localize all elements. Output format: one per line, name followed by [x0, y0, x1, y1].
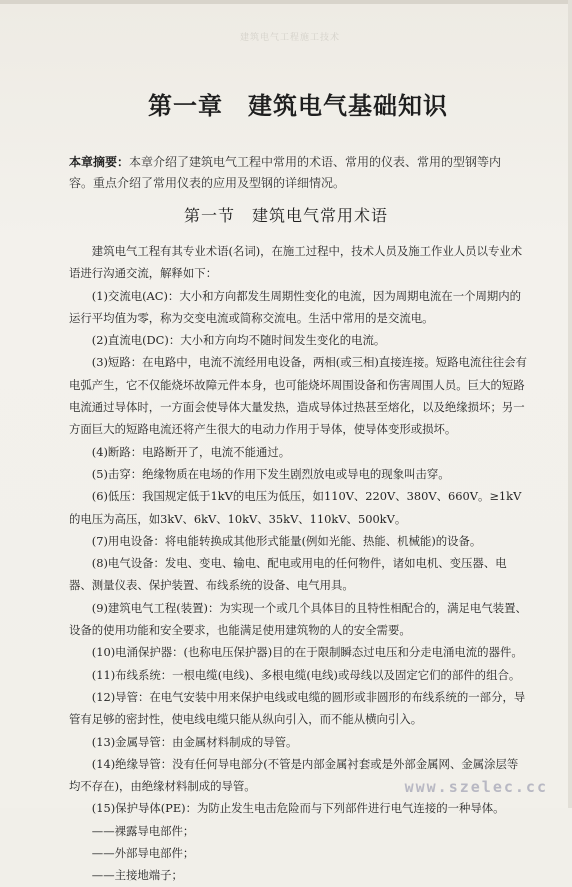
summary-text: 本章介绍了建筑电气工程中常用的术语、常用的仪表、常用的型钢等内容。重点介绍了常用仪表的应用及型钢的详细情况。: [69, 155, 502, 190]
section-title: 第一节 建筑电气常用术语: [184, 206, 389, 225]
paragraph-term-6: (6)低压：我国规定低于1kV的电压为低压，如110V、220V、380V、660V。≥1kV的电压为高压，如3kV、6kV、10kV、35kV、110kV、500kV。: [69, 489, 522, 526]
summary-label: 本章摘要：: [69, 155, 130, 169]
paragraph-term-5: (5)击穿：绝缘物质在电场的作用下发生剧烈放电或导电的现象叫击穿。: [91, 466, 450, 481]
paragraph-term-8: (8)电气设备：发电、变电、输电、配电或用电的任何物件，诸如电机、变压器、电器、测量仪表、保护装置、布线系统的设备、电气用具。: [69, 556, 507, 593]
paragraph-term-12: (12)导管：在电气安装中用来保护电线或电缆的圆形或非圆形的布线系统的一部分，导管有足够的密封性，使电线电缆只能从纵向引入，而不能从横向引入。: [69, 689, 526, 727]
site-watermark: www.szelec.cc: [404, 778, 548, 796]
paragraph-term-15: (15)保护导体(PE)：为防止发生电击危险而与下列部件进行电气连接的一种导体。: [91, 801, 505, 816]
list-item: ——裸露导电部件；: [91, 823, 195, 838]
chapter-summary: [69, 152, 525, 194]
paragraph-term-7: (7)用电设备：将电能转换成其他形式能量(例如光能、热能、机械能)的设备。: [91, 533, 482, 548]
paragraph-term-14: (14)绝缘导管：没有任何导电部分(不管是内部金属衬套或是外部金属网、金属涂层等均不存在)，由绝缘材料制成的导管。: [69, 756, 519, 794]
paragraph-term-4: (4)断路：电路断开了，电流不能通过。: [91, 444, 291, 459]
chapter-title: 第一章 建筑电气基础知识: [148, 91, 448, 120]
paragraph-term-10: (10)电涌保护器：(也称电压保护器)目的在于限制瞬态过电压和分走电涌电流的器件。: [91, 645, 523, 660]
list-item: ——外部导电部件；: [91, 846, 195, 861]
list-item: ——主接地端子；: [91, 868, 183, 883]
paragraph-term-11: (11)布线系统：一根电缆(电线)、多根电缆(电线)或母线以及固定它们的部件的组合。: [91, 667, 521, 682]
paragraph-term-1: (1)交流电(AC)：大小和方向都发生周期性变化的电流，因为周期电流在一个周期内的运行平均值为零，称为交变电流或简称交流电。生活中常用的是交流电。: [69, 288, 522, 325]
paragraph-term-9: (9)建筑电气工程(装置)：为实现一个或几个具体目的且特性相配合的，满足电气装置、设备的使用功能和安全要求，也能满足使用建筑物的人的安全需要。: [69, 600, 527, 638]
paragraph-intro: 建筑电气工程有其专业术语(名词)，在施工过程中，技术人员及施工作业人员以专业术语进行沟通交流，解释如下：: [69, 244, 523, 281]
faint-running-header: 建筑电气工程施工技术: [240, 33, 341, 43]
paragraph-term-2: (2)直流电(DC)：大小和方向均不随时间发生变化的电流。: [91, 333, 386, 348]
paragraph-term-13: (13)金属导管：由金属材料制成的导管。: [91, 734, 298, 749]
paragraph-term-3: (3)短路：在电路中，电流不流经用电设备，两相(或三相)直接连接。短路电流往往会有电弧产生，它不仅能烧坏故障元件本身，也可能烧坏周围设备和伤害周围人员。巨大的短路电流通过导体时，一方面会使导体大量发热，造成导体过热甚至熔化，以及绝缘损坏；另一方面巨大的短路电流还将产生很大的电动力作用于导体，使导体变形或损坏。: [69, 355, 527, 437]
